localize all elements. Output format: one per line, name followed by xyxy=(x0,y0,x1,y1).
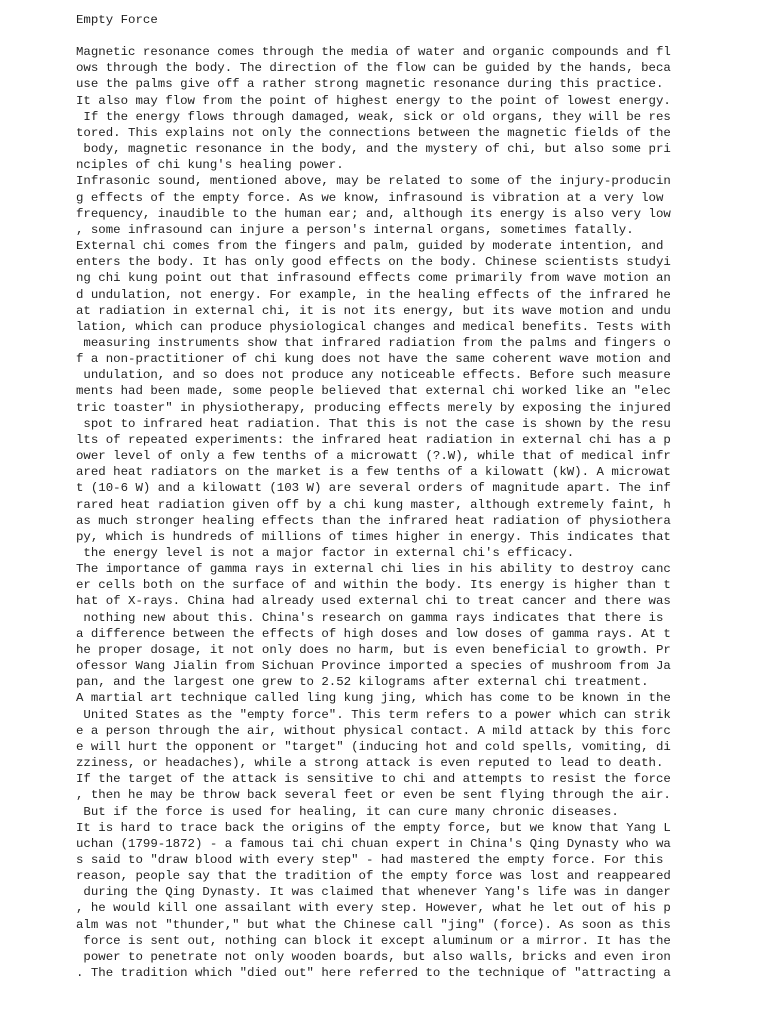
text-line: ower level of only a few tenths of a microwatt (?.W), while that of medical infr xyxy=(76,449,671,464)
text-line: , then he may be throw back several feet or even be sent flying through the air. xyxy=(76,788,671,803)
text-line: spot to infrared heat radiation. That this is not the case is shown by the resu xyxy=(76,416,671,431)
text-line: zziness, or headaches), while a strong attack is even reputed to lead to death. xyxy=(76,756,664,771)
text-line: measuring instruments show that infrared radiation from the palms and fingers o xyxy=(76,335,671,350)
text-line: . The tradition which "died out" here referred to the technique of "attracting a xyxy=(76,966,671,981)
text-line: ments had been made, some people believed that external chi worked like an "elec xyxy=(76,384,671,399)
text-line: ared heat radiators on the market is a few tenths of a kilowatt (kW). A microwat xyxy=(76,465,671,480)
text-line: reason, people say that the tradition of the empty force was lost and reappeared xyxy=(76,869,671,884)
text-line: But if the force is used for healing, it can cure many chronic diseases. xyxy=(76,804,619,819)
text-line: , some infrasound can injure a person's internal organs, sometimes fatally. xyxy=(76,222,634,237)
text-line: A martial art technique called ling kung jing, which has come to be known in the xyxy=(76,691,671,706)
text-line: d undulation, not energy. For example, in the healing effects of the infrared he xyxy=(76,287,671,302)
text-line: If the energy flows through damaged, weak, sick or old organs, they will be res xyxy=(76,109,671,124)
text-line: a difference between the effects of high doses and low doses of gamma rays. At t xyxy=(76,626,671,641)
text-line: tored. This explains not only the connections between the magnetic fields of the xyxy=(76,125,671,140)
text-line: Infrasonic sound, mentioned above, may be related to some of the injury-producin xyxy=(76,174,671,189)
text-line: t (10-6 W) and a kilowatt (103 W) are several orders of magnitude apart. The inf xyxy=(76,481,671,496)
text-line: lation, which can produce physiological changes and medical benefits. Tests with xyxy=(76,319,671,334)
text-line: ofessor Wang Jialin from Sichuan Province imported a species of mushroom from Ja xyxy=(76,659,671,674)
text-line: force is sent out, nothing can block it except aluminum or a mirror. It has the xyxy=(76,933,671,948)
text-line: alm was not "thunder," but what the Chinese call "jing" (force). As soon as this xyxy=(76,917,671,932)
text-line: nciples of chi kung's healing power. xyxy=(76,158,344,173)
text-line: It also may flow from the point of highest energy to the point of lowest energy. xyxy=(76,93,671,108)
text-line: e a person through the air, without physical contact. A mild attack by this forc xyxy=(76,723,671,738)
text-line: undulation, and so does not produce any noticeable effects. Before such measure xyxy=(76,368,671,383)
text-line: hat of X-rays. China had already used external chi to treat cancer and there was xyxy=(76,594,671,609)
text-line: pan, and the largest one grew to 2.52 kilograms after external chi treatment. xyxy=(76,675,649,690)
text-line: during the Qing Dynasty. It was claimed that whenever Yang's life was in danger xyxy=(76,885,671,900)
text-line: ows through the body. The direction of the flow can be guided by the hands, beca xyxy=(76,61,671,76)
document-page xyxy=(76,12,696,981)
text-line: py, which is hundreds of millions of times higher in energy. This indicates that xyxy=(76,529,671,544)
text-line: uchan (1799-1872) - a famous tai chi chuan expert in China's Qing Dynasty who wa xyxy=(76,836,671,851)
text-line: If the target of the attack is sensitive to chi and attempts to resist the force xyxy=(76,772,671,787)
text-line: nothing new about this. China's research on gamma rays indicates that there is xyxy=(76,610,664,625)
text-line: power to penetrate not only wooden boards, but also walls, bricks and even iron xyxy=(76,949,671,964)
text-line: e will hurt the opponent or "target" (inducing hot and cold spells, vomiting, di xyxy=(76,739,671,754)
text-line: tric toaster" in physiotherapy, producing effects merely by exposing the injured xyxy=(76,400,671,415)
text-line: The importance of gamma rays in external chi lies in his ability to destroy canc xyxy=(76,562,671,577)
text-line: enters the body. It has only good effects on the body. Chinese scientists studyi xyxy=(76,255,671,270)
text-line: frequency, inaudible to the human ear; and, although its energy is also very low xyxy=(76,206,671,221)
text-line: It is hard to trace back the origins of the empty force, but we know that Yang L xyxy=(76,820,671,835)
text-line: United States as the "empty force". This term refers to a power which can strik xyxy=(76,707,671,722)
text-line: lts of repeated experiments: the infrared heat radiation in external chi has a p xyxy=(76,432,671,447)
text-line: use the palms give off a rather strong magnetic resonance during this practice. xyxy=(76,77,664,92)
text-line: , he would kill one assailant with every step. However, what he let out of his p xyxy=(76,901,671,916)
text-line: f a non-practitioner of chi kung does not have the same coherent wave motion and xyxy=(76,352,671,367)
text-line: body, magnetic resonance in the body, and the mystery of chi, but also some pri xyxy=(76,142,671,157)
text-line: g effects of the empty force. As we know, infrasound is vibration at a very low xyxy=(76,190,664,205)
text-line: er cells both on the surface of and within the body. Its energy is higher than t xyxy=(76,578,671,593)
text-line: rared heat radiation given off by a chi kung master, although extremely faint, h xyxy=(76,497,671,512)
text-line: Magnetic resonance comes through the media of water and organic compounds and fl xyxy=(76,45,671,60)
document-title: Empty Force xyxy=(76,13,158,27)
document-body xyxy=(76,44,696,981)
text-line: at radiation in external chi, it is not its energy, but its wave motion and undu xyxy=(76,303,671,318)
text-line: as much stronger healing effects than the infrared heat radiation of physiothera xyxy=(76,513,671,528)
text-line: ng chi kung point out that infrasound effects come primarily from wave motion an xyxy=(76,271,671,286)
text-line: he proper dosage, it not only does no harm, but is even beneficial to growth. Pr xyxy=(76,642,671,657)
text-line: s said to "draw blood with every step" - had mastered the empty force. For this xyxy=(76,852,664,867)
text-line: the energy level is not a major factor in external chi's efficacy. xyxy=(76,546,575,560)
text-line: External chi comes from the fingers and palm, guided by moderate intention, and xyxy=(76,239,664,254)
